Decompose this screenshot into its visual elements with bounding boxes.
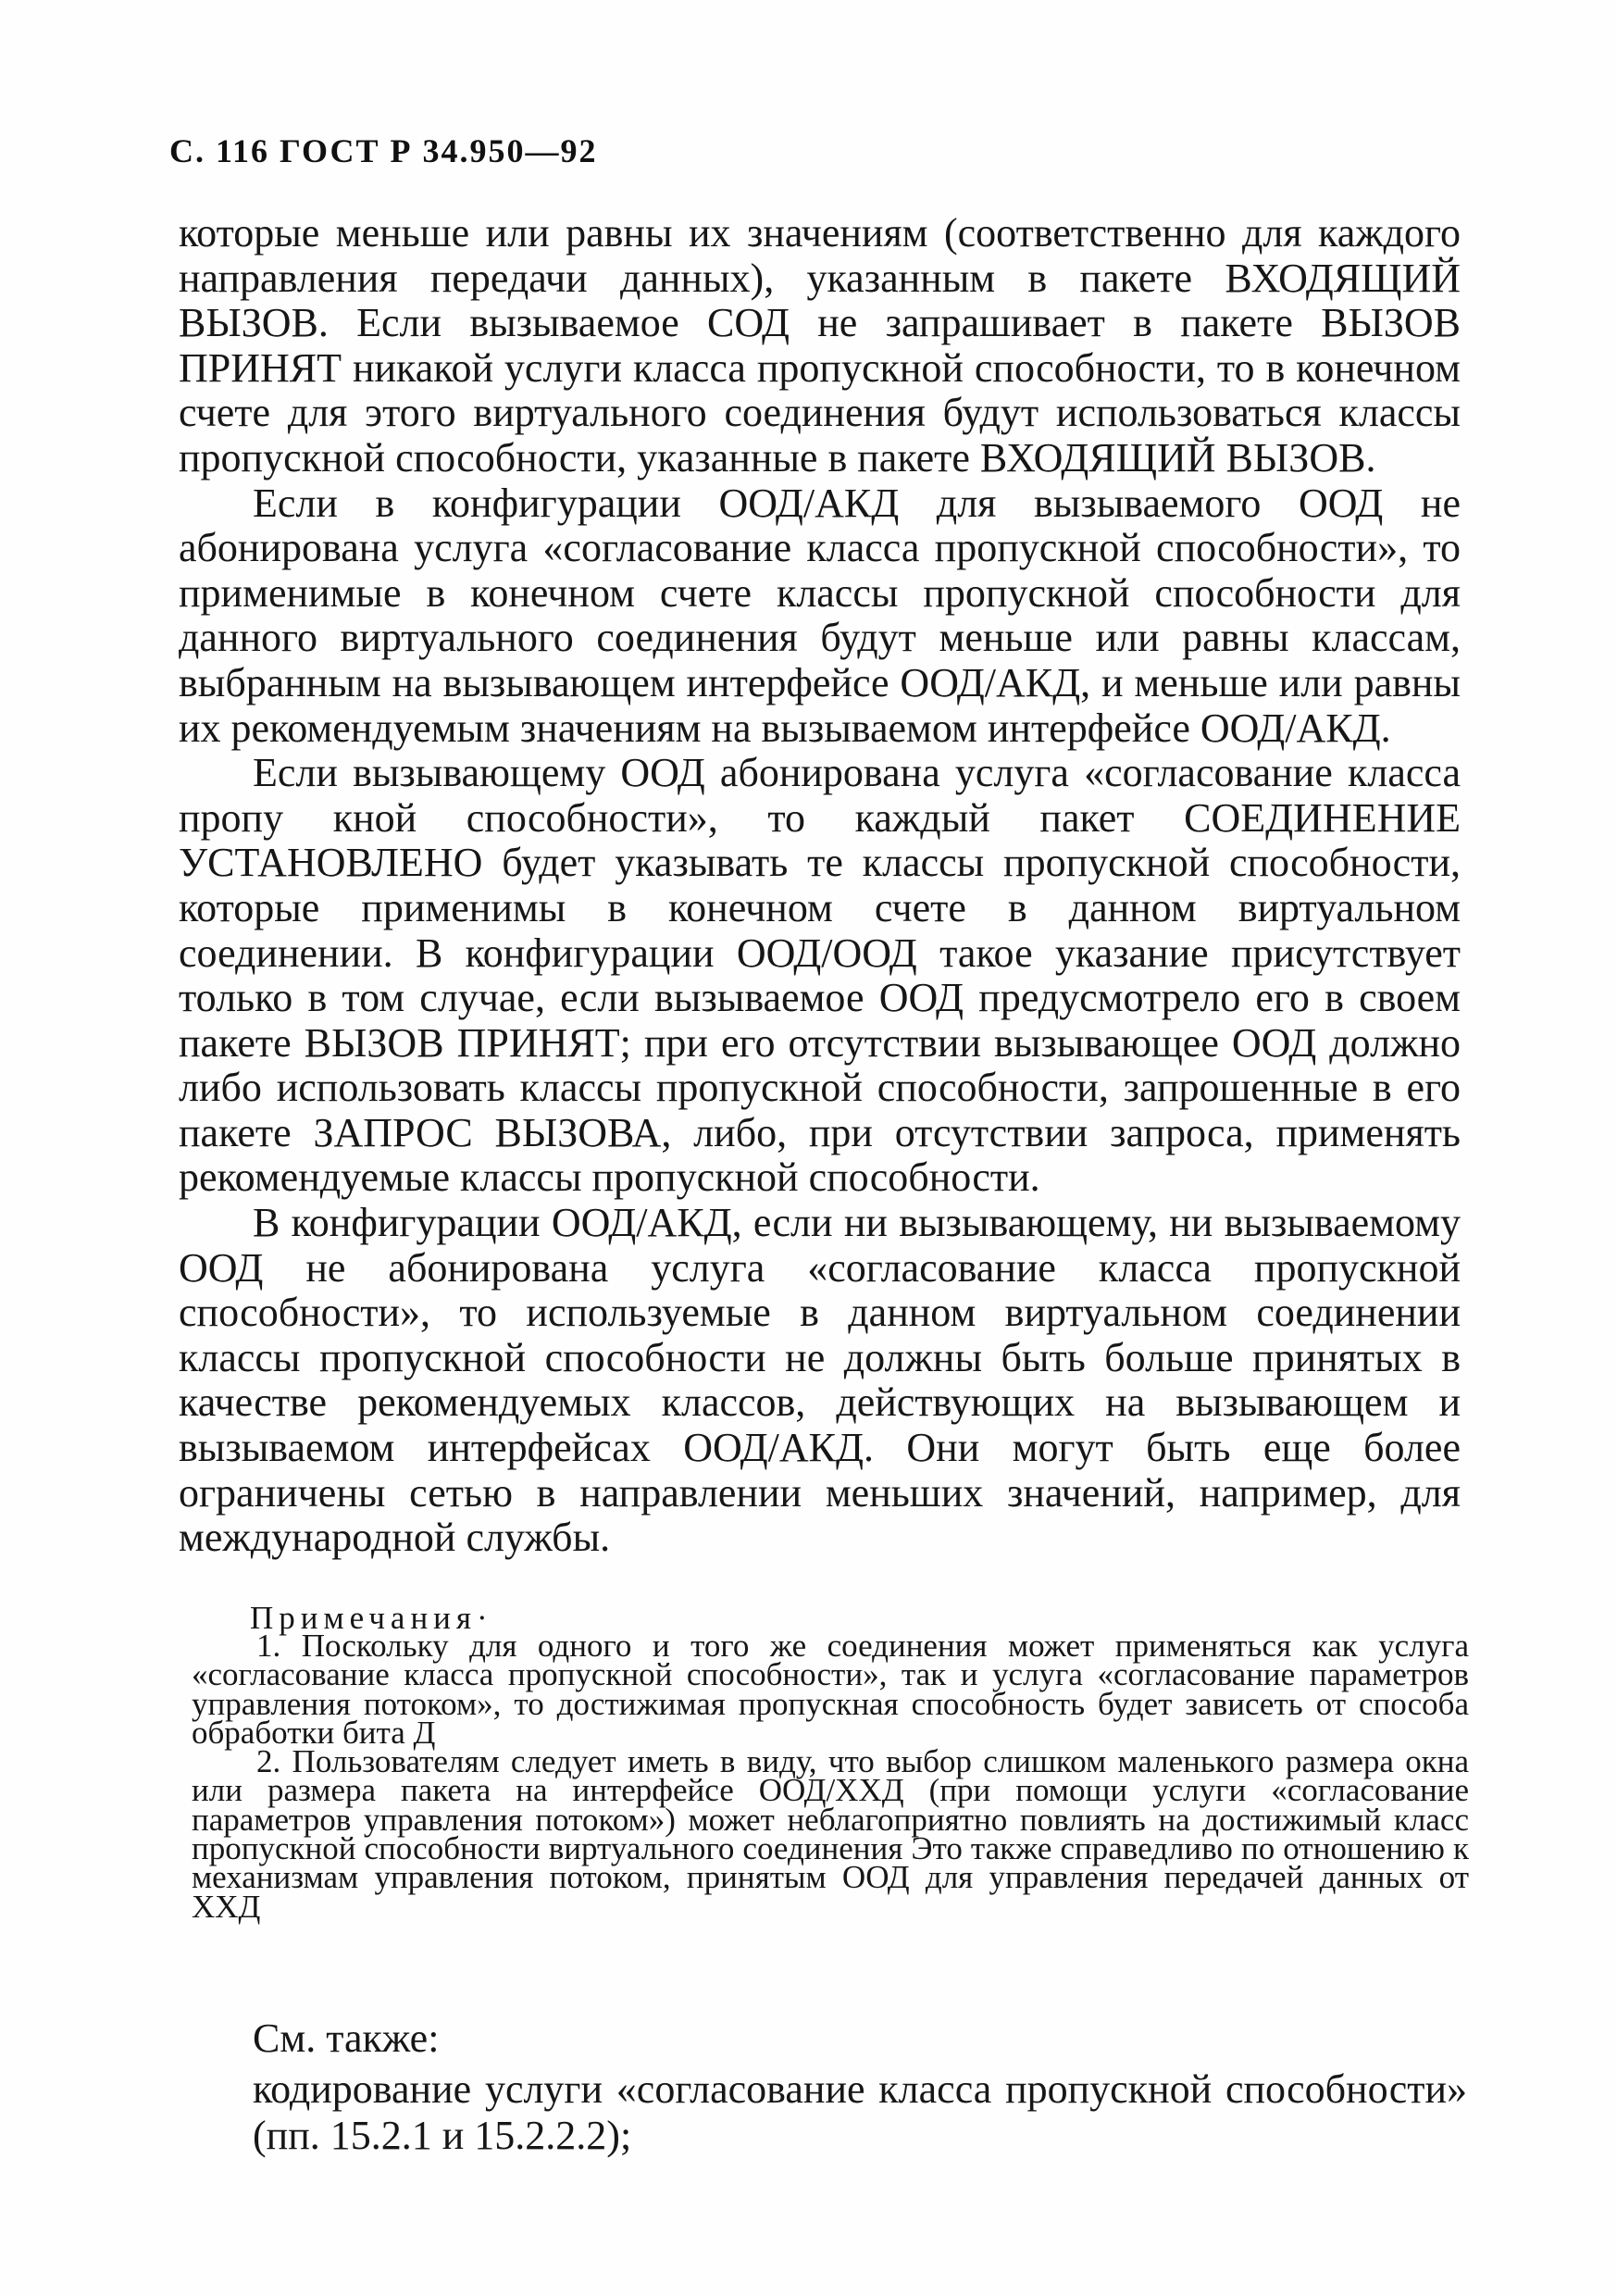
see-also-title: См. также:: [253, 2015, 440, 2061]
paragraph-unsubscribed-service: Если в конфигурации ООД/АКД для вызываемого ООД не абонирована услуга «согласование класса пропускной способности», то применимые в конечном счете классы пропускной способности для данного виртуального соединения будут меньше или равны классам, выбранным на вызывающем интерфейсе ООД/АКД, и меньше или равны их рекомендуемым значениям на вызываемом интерфейсе ООД/АКД.: [179, 480, 1461, 751]
paragraph-continuation: которые меньше или равны их значениям (соответственно для каждого направления передачи данных), указанным в пакете ВХОДЯЩИЙ ВЫЗОВ. Если вызываемое СОД не запрашивает в пакете ВЫЗОВ ПРИНЯТ никакой услуги класса пропускной способности, то в конечном счете для этого виртуального соединения будут использоваться классы пропускной способности, указанные в пакете ВХОДЯЩИЙ ВЫЗОВ.: [179, 210, 1461, 480]
paragraph-neither-subscribed: В конфигурации ООД/АКД, если ни вызывающему, ни вызываемому ООД не абонирована услуга «согласование класса пропускной способности», то используемые в данном виртуальном соединении классы пропускной способности не должны быть больше принятых в качестве рекомендуемых классов, действующих на вызывающем и вызываемом интерфейсах ООД/АКД. Они могут быть еще более ограничены сетью в направлении меньших значений, например, для международной службы.: [179, 1200, 1461, 1561]
note-item: 1. Поскольку для одного и того же соединения может применяться как услуга «согласование класса пропускной способности», так и услуга «согласование параметров управления потоком», то достижимая пропускная способность будет зависеть от способа обработки бита Д: [192, 1628, 1469, 1751]
running-header: С. 116 ГОСТ Р 34.950—92: [169, 132, 598, 169]
notes-list: [192, 1628, 1469, 1925]
note-item: 2. Пользователям следует иметь в виду, что выбор слишком маленького размера окна или размера пакета на интерфейсе ООД/ХХД (при помощи услуги «согласование параметров управления потоком») может неблагоприятно повлиять на достижимый класс пропускной способности виртуального соединения Это также справедливо по отношению к механизмам управления потоком, принятым ООД для управления передачей данных от ХХД: [192, 1743, 1469, 1925]
notes-title: Примечания·: [250, 1600, 493, 1636]
paragraph-calling-subscribed: Если вызывающему ООД абонирована услуга «согласование класса пропу кной способности», то каждый пакет СОЕДИНЕНИЕ УСТАНОВЛЕНО будет указывать те классы пропускной способности, которые применимы в конечном счете в данном виртуальном соединении. В конфигурации ООД/ООД такое указание присутствует только в том случае, если вызываемое ООД предусмотрело его в своем пакете ВЫЗОВ ПРИНЯТ; при его отсутствии вызывающее ООД должно либо использовать классы пропускной способности, запрошенные в его пакете ЗАПРОС ВЫЗОВА, либо, при отсутствии запроса, применять рекомендуемые классы пропускной способности.: [179, 750, 1461, 1201]
body-text: [179, 211, 1461, 1561]
see-also-text: кодирование услуги «согласование класса пропускной способности» (пп. 15.2.1 и 15.2.2.2);: [253, 2066, 1467, 2158]
